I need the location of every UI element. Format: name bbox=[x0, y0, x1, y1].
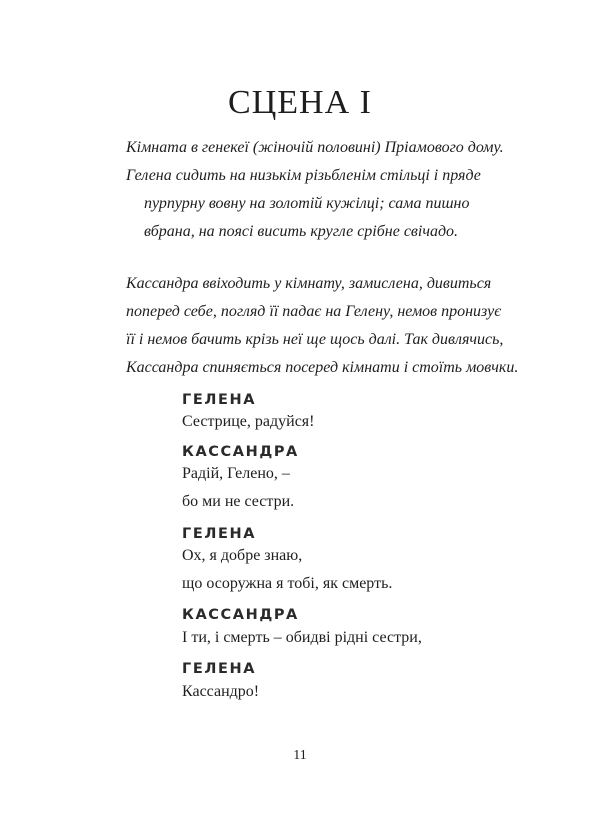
scene-title: СЦЕНА І bbox=[228, 84, 372, 121]
page-number: 11 bbox=[293, 748, 307, 763]
stage-direction-line: Кімната в генекеї (жіночій половині) Пріамового дому. bbox=[126, 139, 504, 156]
speaker-name: ГЕЛЕНА bbox=[182, 661, 257, 677]
verse-line: Ох, я добре знаю, bbox=[182, 547, 303, 564]
speaker-name: ГЕЛЕНА bbox=[182, 526, 257, 542]
speaker-name: КАССАНДРА bbox=[182, 444, 299, 460]
verse-line: Кассандро! bbox=[182, 683, 260, 700]
stage-direction-line: Кассандра ввіходить у кімнату, замислена, дивиться bbox=[126, 275, 492, 292]
stage-direction-line: поперед себе, погляд її падає на Гелену, немов пронизує bbox=[126, 303, 502, 320]
speaker-name: КАССАНДРА bbox=[182, 607, 299, 623]
verse-line: Радій, Гелено, – bbox=[182, 465, 290, 482]
stage-direction-line: вбрана, на поясі висить кругле срібне свічадо. bbox=[144, 223, 459, 240]
stage-direction-line: пурпурну вовну на золотій кужілці; сама пишно bbox=[144, 195, 470, 212]
stage-direction bbox=[126, 134, 504, 246]
verse-line: що осоружна я тобі, як смерть. bbox=[182, 575, 393, 592]
verse-line: І ти, і смерть – обидві рідні сестри, bbox=[182, 629, 422, 646]
stage-direction-line: Гелена сидить на низькім різьбленім стільці і пряде bbox=[126, 167, 481, 184]
speaker-name: ГЕЛЕНА bbox=[182, 392, 257, 408]
stage-direction-line: її і немов бачить крізь неї ще щось далі. Так дивлячись, bbox=[126, 331, 504, 348]
verse-line: Сестрице, радуйся! bbox=[182, 413, 315, 430]
verse-line: бо ми не сестри. bbox=[182, 493, 295, 510]
stage-direction bbox=[126, 270, 519, 382]
stage-direction-line: Кассандра спиняється посеред кімнати і стоїть мовчки. bbox=[126, 359, 519, 376]
